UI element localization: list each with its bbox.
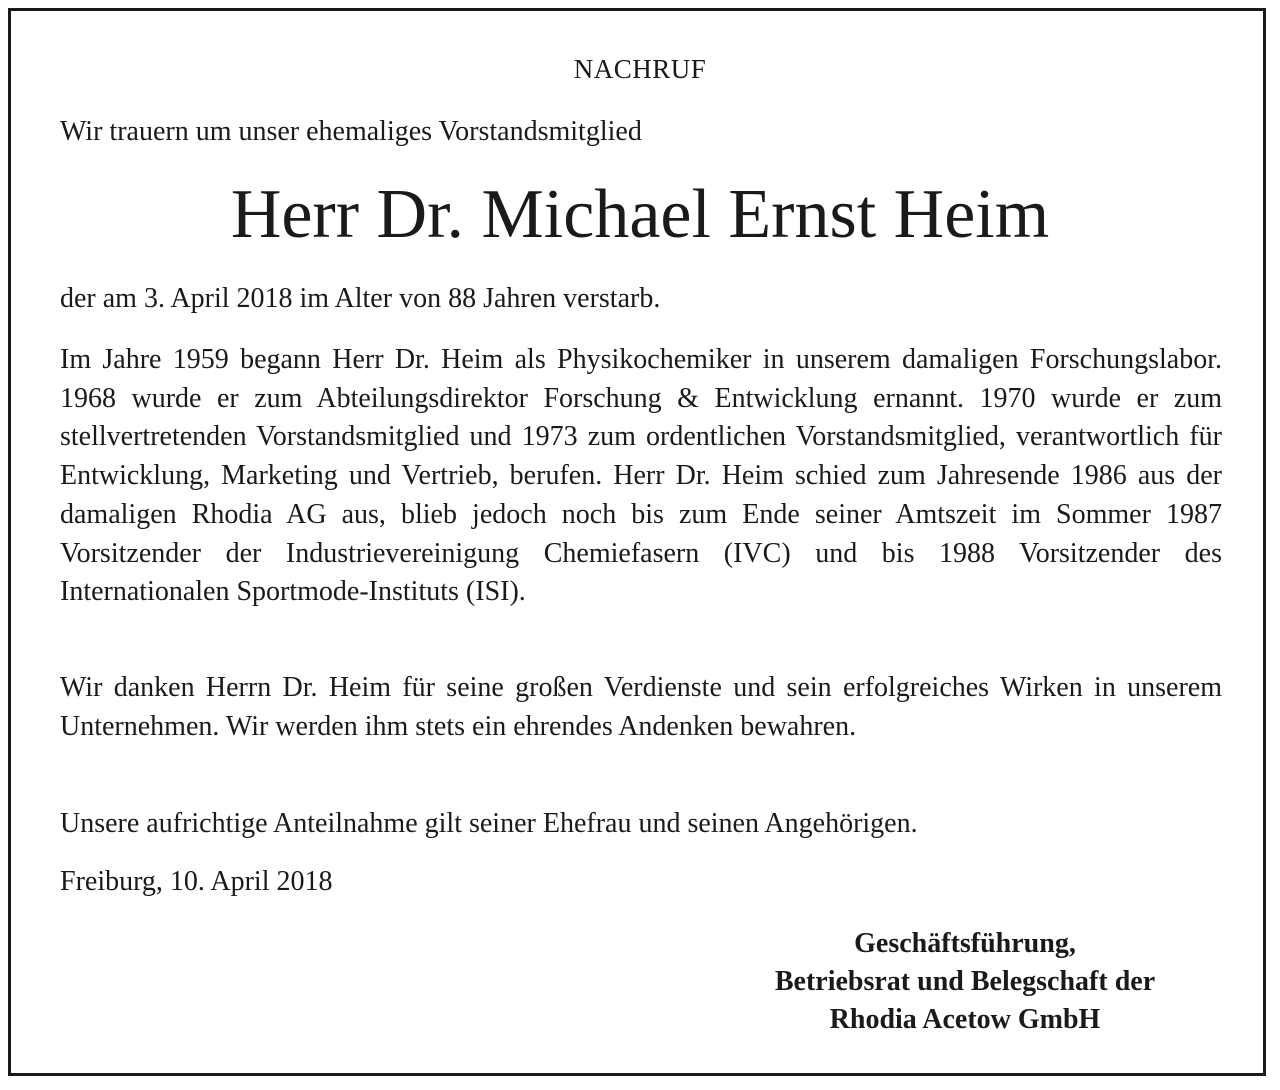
- intro-line: Wir trauern um unser ehemaliges Vorstandsmitglied: [60, 116, 642, 147]
- death-date-line: der am 3. April 2018 im Alter von 88 Jahren verstarb.: [60, 283, 661, 314]
- thanks-paragraph: Wir danken Herrn Dr. Heim für seine großen Verdienste und sein erfolgreiches Wirken in unserem Unternehmen. Wir werden ihm stets ein ehrendes Andenken bewahren.: [60, 672, 1222, 742]
- notice-heading: NACHRUF: [573, 54, 707, 84]
- place-date-line: Freiburg, 10. April 2018: [60, 866, 333, 897]
- signature-line: Rhodia Acetow GmbH: [829, 1004, 1101, 1035]
- condolence-line: Unsere aufrichtige Anteilnahme gilt seiner Ehefrau und seinen Angehörigen.: [60, 808, 918, 839]
- deceased-name: Herr Dr. Michael Ernst Heim: [230, 176, 1050, 253]
- signature-block: [700, 925, 1230, 1039]
- signature-line: Betriebsrat und Belegschaft der: [774, 966, 1156, 997]
- career-paragraph: Im Jahre 1959 begann Herr Dr. Heim als Physikochemiker in unserem damaligen Forschungslabor. 1968 wurde er zum Abteilungsdirektor Forschung & Entwicklung ernannt. 1970 wurde er zum stellvertretenden Vorstandsmitglied und 1973 zum ordentlichen Vorstandsmitglied, verantwortlich für Entwicklung, Marketing und Vertrieb, berufen. Herr Dr. Heim schied zum Jahresende 1986 aus der damaligen Rhodia AG aus, blieb jedoch noch bis zum Ende seiner Amtszeit im Sommer 1987 Vorsitzender der Industrievereinigung Chemiefasern (IVC) und bis 1988 Vorsitzender des Internationalen Sportmode-Instituts (ISI).: [60, 344, 1222, 608]
- signature-line: Geschäftsführung,: [854, 928, 1076, 959]
